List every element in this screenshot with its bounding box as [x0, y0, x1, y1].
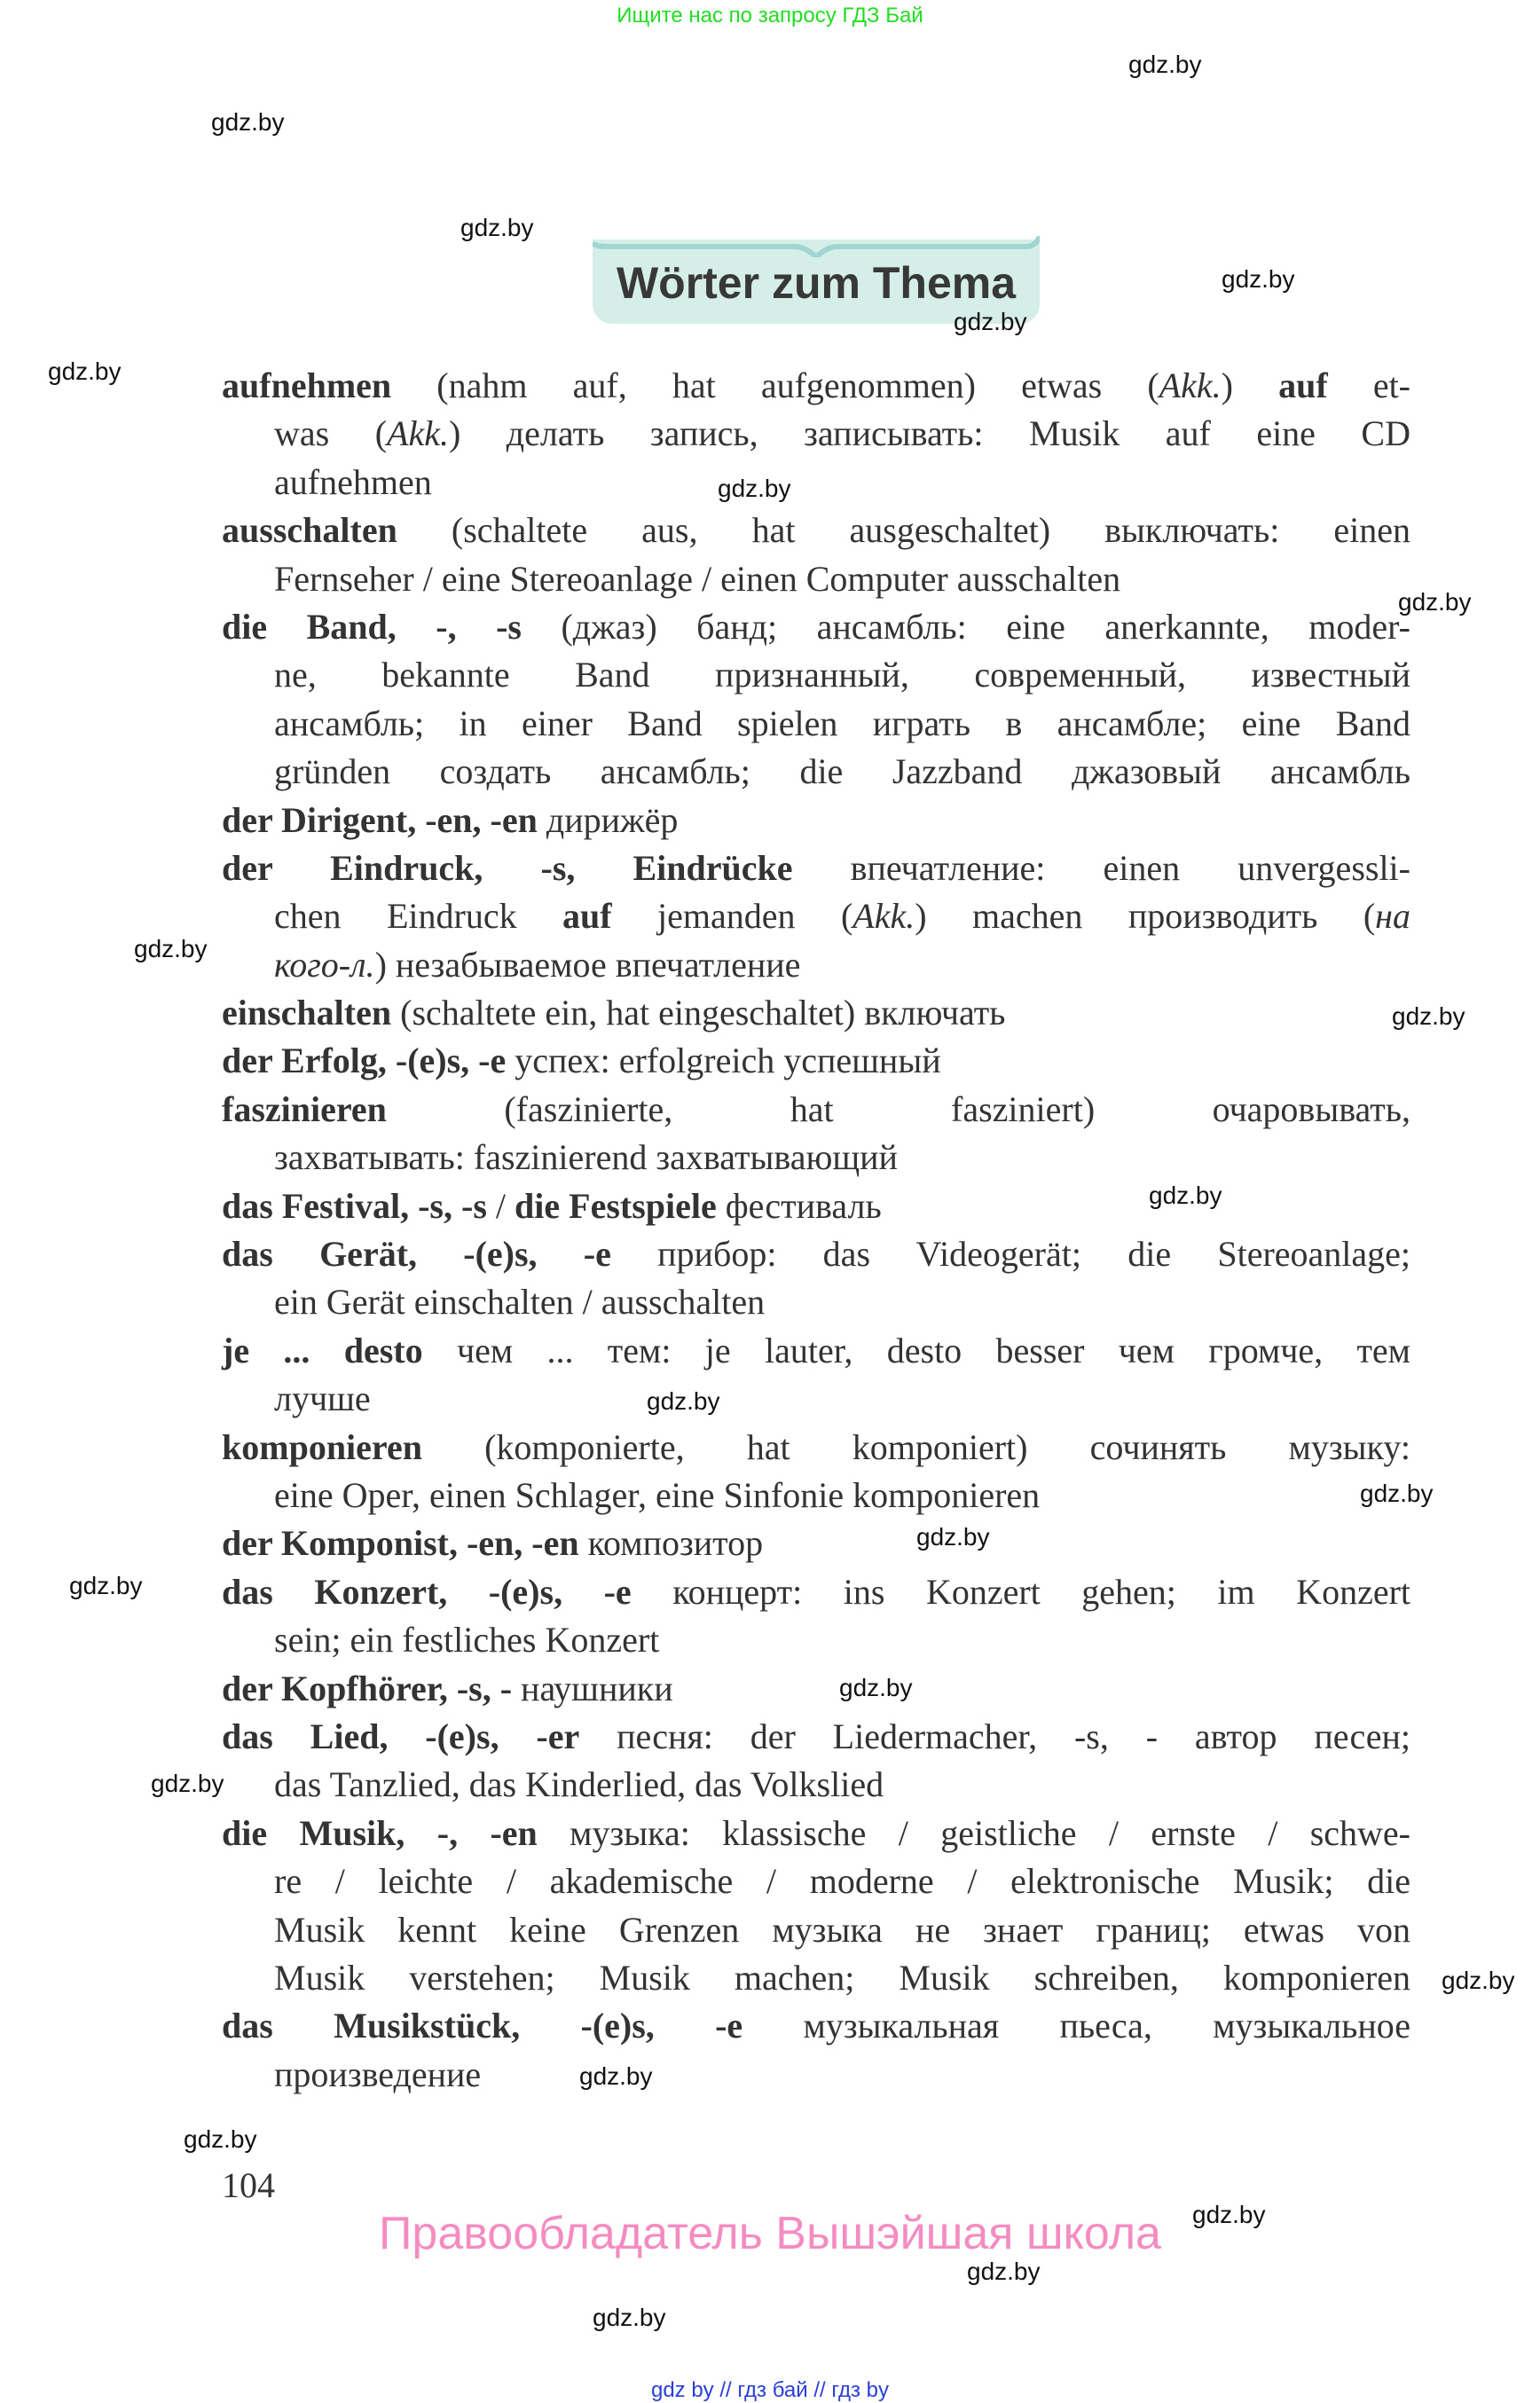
entry-line: [222, 1037, 1410, 1085]
definition-text: chen Eindruck: [274, 896, 563, 937]
definition-text: et-: [1327, 365, 1411, 405]
definition-text: музыкальная пьеса, музыкальное: [742, 2006, 1410, 2046]
entry-line: [222, 989, 1410, 1037]
definition-text: eine Oper, einen Schlager, eine Sinfonie komponieren: [274, 1474, 1041, 1515]
definition-text: (komponierte, hat komponiert) сочинять музыку:: [421, 1426, 1410, 1467]
watermark: gdz.by: [839, 1674, 913, 1701]
definition-text: успех: erfolgreich успешный: [506, 1041, 941, 1081]
definition-text: ансамбль; in einer Band spielen играть в ансамбле; eine Band: [274, 703, 1410, 743]
definition-text: впечатление: einen unvergessli-: [792, 847, 1410, 888]
entry-line: [274, 410, 1410, 458]
definition-text: музыка: klassische / geistliche / ernste / schwe-: [537, 1812, 1410, 1853]
watermark: gdz.by: [718, 475, 791, 502]
headword-text: der Komponist, -en, -en: [222, 1523, 579, 1564]
headword-text: auf: [1278, 365, 1328, 405]
search-hint: Ищите нас по запросу ГДЗ Бай: [617, 4, 923, 27]
definition-text: прибор: das Videogerät; die Stereoanlage;: [610, 1234, 1411, 1275]
headword-text: das Musikstück, -(e)s, -e: [222, 2006, 743, 2046]
section-title: Wörter zum Thema: [616, 258, 1017, 308]
definition-text: re / leichte / akademische / moderne / elektronische Musik; die: [274, 1861, 1410, 1902]
entry-line: [274, 1954, 1410, 2002]
definition-text: (schaltete aus, hat ausgeschaltet) выключать: einen: [397, 510, 1410, 551]
watermark: gdz.by: [184, 2125, 257, 2153]
headword-text: die Festspiele: [515, 1185, 717, 1226]
headword-text: komponieren: [222, 1426, 422, 1467]
entry-line: [274, 1906, 1410, 1954]
vocabulary-entry: [222, 1230, 1410, 1327]
headword-text: das Gerät, -(e)s, -e: [222, 1234, 611, 1275]
definition-text: композитор: [578, 1523, 764, 1564]
headword-text: ausschalten: [222, 510, 397, 551]
watermark: gdz.by: [1360, 1480, 1434, 1507]
vocabulary-list: [222, 362, 1410, 2099]
headword-text: der Erfolg, -(e)s, -e: [222, 1041, 507, 1081]
vocabulary-entry: [222, 507, 1410, 603]
headword-text: der Dirigent, -en, -en: [222, 799, 538, 840]
entry-line: [274, 748, 1410, 796]
definition-text: jemanden (: [611, 896, 853, 937]
definition-text: захватывать: faszinierend захватывающий: [274, 1137, 898, 1178]
definition-text: ne, bekannte Band признанный, современный, известный: [274, 655, 1410, 695]
definition-text: Musik verstehen; Musik machen; Musik schreiben, komponieren: [274, 1957, 1410, 1998]
entry-line: [222, 507, 1410, 554]
watermark: gdz.by: [1392, 1002, 1465, 1030]
entry-line: [222, 2002, 1410, 2050]
definition-text: gründen создать ансамбль; die Jazzband джазовый ансамбль: [274, 751, 1410, 792]
definition-text: ): [1221, 365, 1279, 405]
watermark: gdz.by: [1222, 265, 1295, 293]
headword-text: der Kopfhörer, -s, -: [222, 1668, 513, 1708]
headword-text: aufnehmen: [222, 365, 392, 405]
entry-line: [274, 1278, 1410, 1326]
watermark: gdz.by: [211, 108, 285, 136]
definition-text: ) делать запись, записывать: Musik auf eine CD: [448, 413, 1410, 454]
vocabulary-entry: [222, 1713, 1410, 1810]
entry-line: [274, 459, 1410, 507]
definition-text: (джаз) банд; ансамбль: eine anerkannte, moder-: [521, 606, 1410, 647]
watermark: gdz.by: [1398, 588, 1472, 616]
vocabulary-entry: [222, 603, 1410, 797]
vocabulary-entry: [222, 1520, 1410, 1567]
definition-text: Fernseher / eine Stereoanlage / einen Computer ausschalten: [274, 558, 1121, 599]
definition-text: лучше: [274, 1378, 371, 1419]
watermark: gdz.by: [460, 214, 534, 241]
headword-text: je ... desto: [222, 1330, 423, 1370]
entry-line: [222, 603, 1410, 651]
italic-text: кого-л.: [274, 944, 375, 985]
definition-text: чем ... тем: je lauter, desto besser чем громче, тем: [422, 1330, 1410, 1370]
title-box-border: [593, 236, 1040, 257]
watermark: gdz.by: [647, 1387, 720, 1415]
definition-text: песня: der Liedermacher, -s, - автор песен;: [579, 1716, 1410, 1756]
entry-line: [222, 1182, 1410, 1230]
entry-line: [222, 1568, 1410, 1616]
footer-links[interactable]: gdz by // гдз бай // гдз by: [650, 2378, 890, 2402]
entry-line: [222, 1327, 1410, 1375]
entry-line: [274, 1761, 1410, 1809]
definition-text: дирижёр: [537, 799, 679, 840]
entry-line: [274, 651, 1410, 699]
italic-text: Akk.: [852, 896, 915, 937]
entry-line: [222, 1424, 1410, 1472]
vocabulary-entry: [222, 1327, 1410, 1424]
headword-text: faszinieren: [222, 1088, 387, 1129]
vocabulary-entry: [222, 1424, 1410, 1520]
vocabulary-entry: [222, 1810, 1410, 2003]
vocabulary-entry: [222, 1665, 1410, 1713]
entry-line: [222, 1665, 1410, 1713]
watermark: gdz.by: [593, 2304, 666, 2331]
entry-line: [274, 555, 1410, 603]
entry-line: [274, 1616, 1410, 1664]
entry-line: [274, 892, 1410, 940]
entry-line: [222, 1713, 1410, 1761]
italic-text: Akk.: [1159, 365, 1222, 405]
definition-text: фестиваль: [716, 1185, 882, 1226]
watermark: gdz.by: [579, 2062, 653, 2090]
italic-text: на: [1375, 896, 1410, 937]
entry-line: [222, 797, 1410, 844]
entry-line: [222, 1230, 1410, 1278]
entry-line: [274, 941, 1410, 989]
definition-text: das Tanzlied, das Kinderlied, das Volkslied: [274, 1764, 884, 1805]
vocabulary-entry: [222, 797, 1410, 844]
watermark: gdz.by: [1192, 2201, 1266, 2228]
definition-text: концерт: ins Konzert gehen; im Konzert: [631, 1571, 1411, 1612]
rights-holder: Правообладатель Вышэйшая школа: [379, 2208, 1161, 2259]
definition-text: наушники: [512, 1668, 673, 1708]
headword-text: die Musik, -, -en: [222, 1812, 538, 1853]
vocabulary-entry: [222, 2002, 1410, 2099]
entry-line: [274, 1472, 1410, 1520]
entry-line: [274, 700, 1410, 748]
headword-text: auf: [562, 896, 612, 937]
definition-text: aufnehmen: [274, 461, 432, 502]
watermark: gdz.by: [916, 1523, 990, 1551]
headword-text: das Festival, -s, -s: [222, 1185, 487, 1226]
headword-text: die Band, -, -s: [222, 606, 522, 647]
definition-text: ) machen производить (: [915, 896, 1376, 937]
vocabulary-entry: [222, 1086, 1410, 1182]
watermark: gdz.by: [151, 1770, 224, 1797]
definition-text: was (: [274, 413, 388, 454]
entry-line: [222, 1520, 1410, 1567]
headword-text: der Eindruck, -s, Eindrücke: [222, 847, 793, 888]
headword-text: das Konzert, -(e)s, -e: [222, 1571, 632, 1612]
vocabulary-entry: [222, 1568, 1410, 1665]
definition-text: /: [486, 1185, 515, 1226]
definition-text: (faszinierte, hat fasziniert) очаровывать,: [386, 1088, 1410, 1129]
definition-text: (nahm auf, hat aufgenommen) etwas (: [391, 365, 1159, 405]
entry-line: [274, 1375, 1410, 1423]
vocabulary-entry: [222, 1037, 1410, 1085]
entry-line: [222, 362, 1410, 410]
entry-line: [274, 1857, 1410, 1905]
entry-line: [274, 1134, 1410, 1182]
vocabulary-entry: [222, 1182, 1410, 1230]
watermark: gdz.by: [134, 935, 208, 962]
headword-text: das Lied, -(e)s, -er: [222, 1716, 580, 1756]
watermark: gdz.by: [967, 2258, 1041, 2285]
entry-line: [222, 844, 1410, 892]
watermark: gdz.by: [69, 1572, 143, 1599]
italic-text: Akk.: [387, 413, 449, 454]
headword-text: einschalten: [222, 993, 392, 1033]
watermark: gdz.by: [1149, 1182, 1222, 1209]
watermark: gdz.by: [954, 308, 1027, 335]
vocabulary-entry: [222, 362, 1410, 507]
definition-text: ein Gerät einschalten / ausschalten: [274, 1282, 766, 1323]
vocabulary-entry: [222, 989, 1410, 1037]
definition-text: Musik kennt keine Grenzen музыка не знает границ; etwas von: [274, 1909, 1410, 1950]
page-number: 104: [222, 2165, 275, 2205]
definition-text: (schaltete ein, hat eingeschaltet) включать: [391, 993, 1006, 1033]
entry-line: [274, 2051, 1410, 2099]
watermark: gdz.by: [48, 357, 122, 385]
entry-line: [222, 1810, 1410, 1857]
vocabulary-entry: [222, 844, 1410, 989]
definition-text: произведение: [274, 2054, 482, 2094]
entry-line: [222, 1086, 1410, 1134]
watermark: gdz.by: [1442, 1967, 1515, 1994]
definition-text: ) незабываемое впечатление: [374, 944, 801, 985]
definition-text: sein; ein festliches Konzert: [274, 1620, 660, 1661]
watermark: gdz.by: [1128, 51, 1202, 78]
